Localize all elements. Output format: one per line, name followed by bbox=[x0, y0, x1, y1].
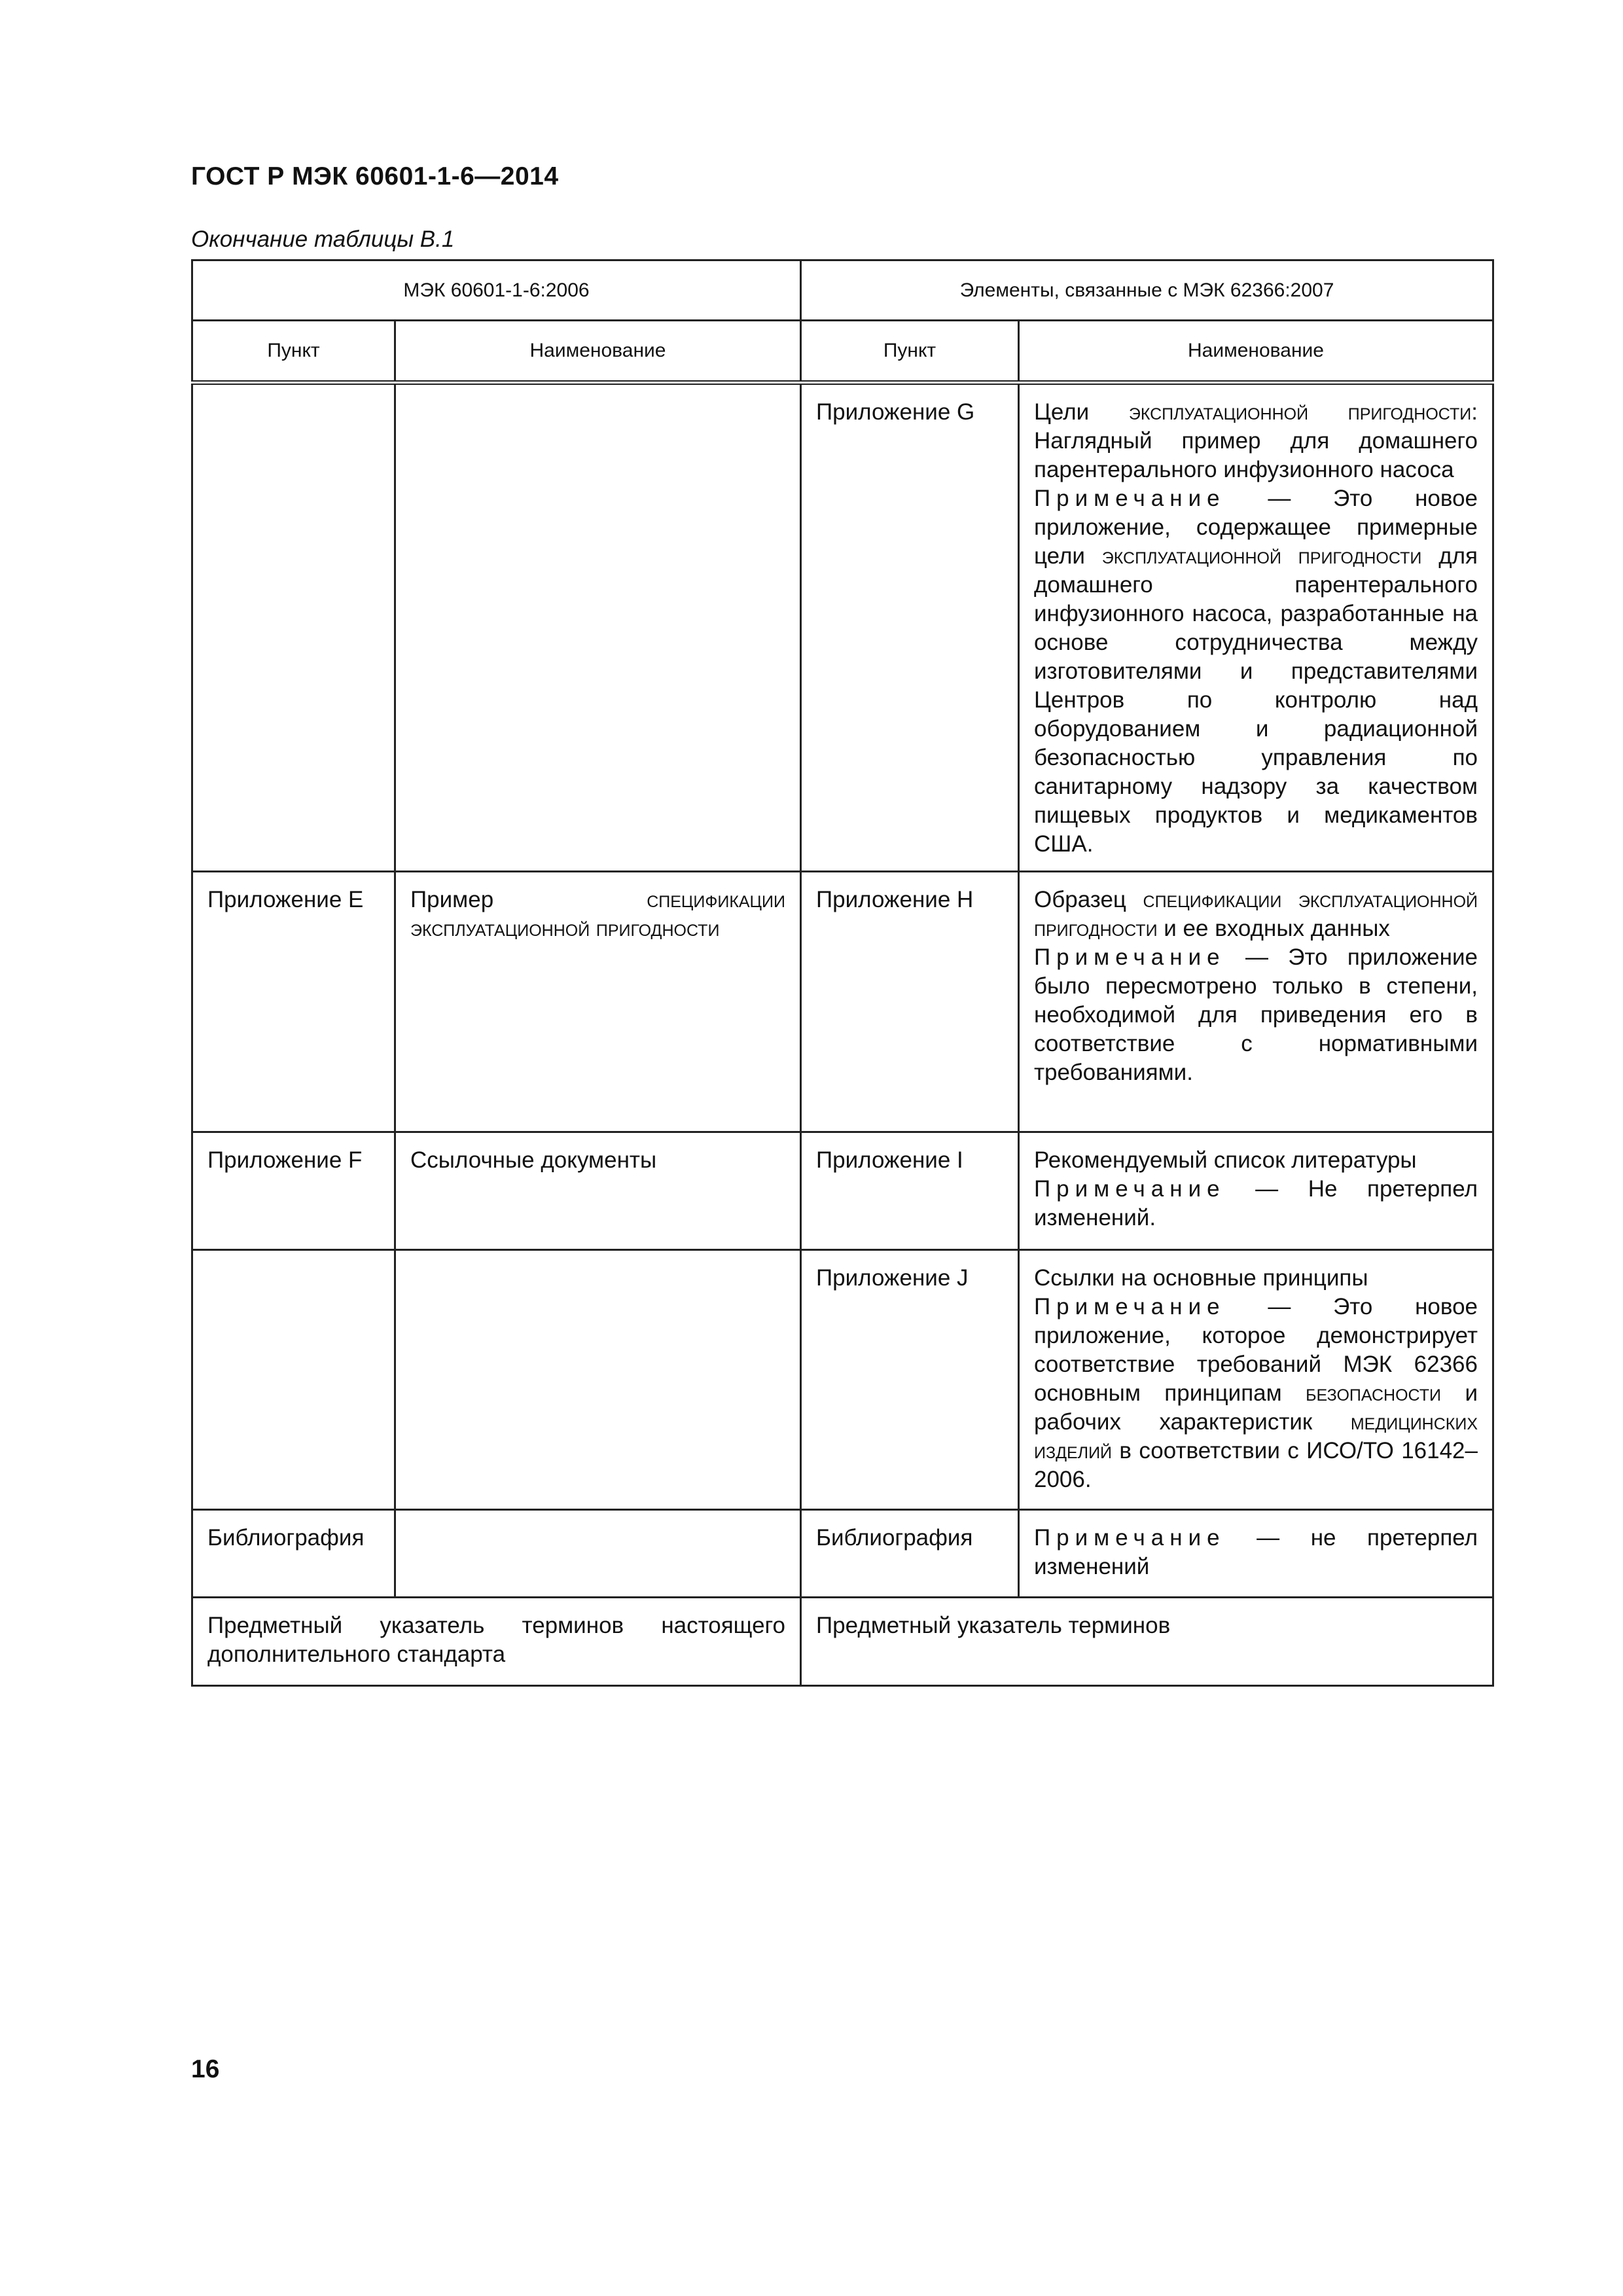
right-merged-cell: Предметный указатель терминов bbox=[801, 1598, 1493, 1686]
left-name-cell bbox=[395, 1510, 801, 1598]
column-header-name: Наименование bbox=[395, 321, 801, 383]
right-name-cell bbox=[1019, 872, 1493, 1132]
table-row bbox=[192, 1250, 1493, 1510]
note-label: Примечание bbox=[1034, 486, 1226, 511]
left-clause-cell: Библиография bbox=[192, 1510, 395, 1598]
right-clause-cell: Приложение J bbox=[801, 1250, 1019, 1510]
right-name-text: Цели эксплуатационной пригодности: Наглядный пример для домашнего парентерального инфузионного насоса bbox=[1034, 399, 1478, 482]
left-merged-cell: Предметный указатель терминов настоящего дополнительного стандарта bbox=[192, 1598, 801, 1686]
right-clause-cell: Библиография bbox=[801, 1510, 1019, 1598]
right-name-text: Образец спецификации эксплуатационной пригодности и ее входных данных bbox=[1034, 887, 1478, 941]
group-header-right: Элементы, связанные с МЭК 62366:2007 bbox=[801, 260, 1493, 321]
left-clause-cell bbox=[192, 383, 395, 872]
right-name-cell bbox=[1019, 1510, 1493, 1598]
note-text: Примечание — не претерпел изменений bbox=[1034, 1525, 1478, 1579]
note-label: Примечание bbox=[1034, 1176, 1226, 1202]
left-name-cell: Ссылочные документы bbox=[395, 1132, 801, 1250]
table-row bbox=[192, 1598, 1493, 1686]
table-row bbox=[192, 383, 1493, 872]
correspondence-table bbox=[191, 259, 1494, 1687]
note-text: Примечание — Это приложение было пересмотрено только в степени, необходимой для приведения его в соответствие с нормативными требованиями. bbox=[1034, 944, 1478, 1085]
right-name-text: Ссылки на основные принципы bbox=[1034, 1265, 1368, 1291]
right-name-cell bbox=[1019, 383, 1493, 872]
note-text: Примечание — Не претерпел изменений. bbox=[1034, 1176, 1478, 1230]
right-clause-cell: Приложение H bbox=[801, 872, 1019, 1132]
group-header-left: МЭК 60601-1-6:2006 bbox=[192, 260, 801, 321]
table-row bbox=[192, 1132, 1493, 1250]
left-name-cell bbox=[395, 1250, 801, 1510]
note-text: Примечание — Это новое приложение, содержащее примерные цели эксплуатационной пригодности для домашнего парентерального инфузионного насоса, разработанные на основе сотрудничества между изготовителями и представителями Центров по контролю над оборудованием и радиационной безопасностью управления по санитарному надзору за качеством пищевых продуктов и медикаментов США. bbox=[1034, 486, 1478, 857]
right-clause-cell: Приложение G bbox=[801, 383, 1019, 872]
note-label: Примечание bbox=[1034, 1294, 1226, 1319]
left-name-cell: Пример спецификации эксплуатационной пригодности bbox=[395, 872, 801, 1132]
right-name-cell bbox=[1019, 1132, 1493, 1250]
note-label: Примечание bbox=[1034, 1525, 1226, 1551]
right-name-text: Рекомендуемый список литературы bbox=[1034, 1147, 1417, 1173]
table-caption: Окончание таблицы В.1 bbox=[191, 226, 455, 252]
right-clause-cell: Приложение I bbox=[801, 1132, 1019, 1250]
right-name-cell bbox=[1019, 1250, 1493, 1510]
table-group-header-row bbox=[192, 260, 1493, 321]
left-clause-cell bbox=[192, 1250, 395, 1510]
left-name-cell bbox=[395, 383, 801, 872]
table-row bbox=[192, 872, 1493, 1132]
column-header-clause-2: Пункт bbox=[801, 321, 1019, 383]
table-row bbox=[192, 1510, 1493, 1598]
note-label: Примечание bbox=[1034, 944, 1226, 970]
column-header-name-2: Наименование bbox=[1019, 321, 1493, 383]
note-text: Примечание — Это новое приложение, которое демонстрирует соответствие требований МЭК 62366 основным принципам безопасности и рабочих характеристик медицинских изделий в соответствии с ИСО/ТО 16142–2006. bbox=[1034, 1294, 1478, 1492]
left-clause-cell: Приложение Е bbox=[192, 872, 395, 1132]
document-title: ГОСТ Р МЭК 60601-1-6—2014 bbox=[191, 162, 559, 190]
page-number: 16 bbox=[191, 2055, 220, 2083]
table-column-header-row bbox=[192, 321, 1493, 383]
left-clause-cell: Приложение F bbox=[192, 1132, 395, 1250]
column-header-clause: Пункт bbox=[192, 321, 395, 383]
